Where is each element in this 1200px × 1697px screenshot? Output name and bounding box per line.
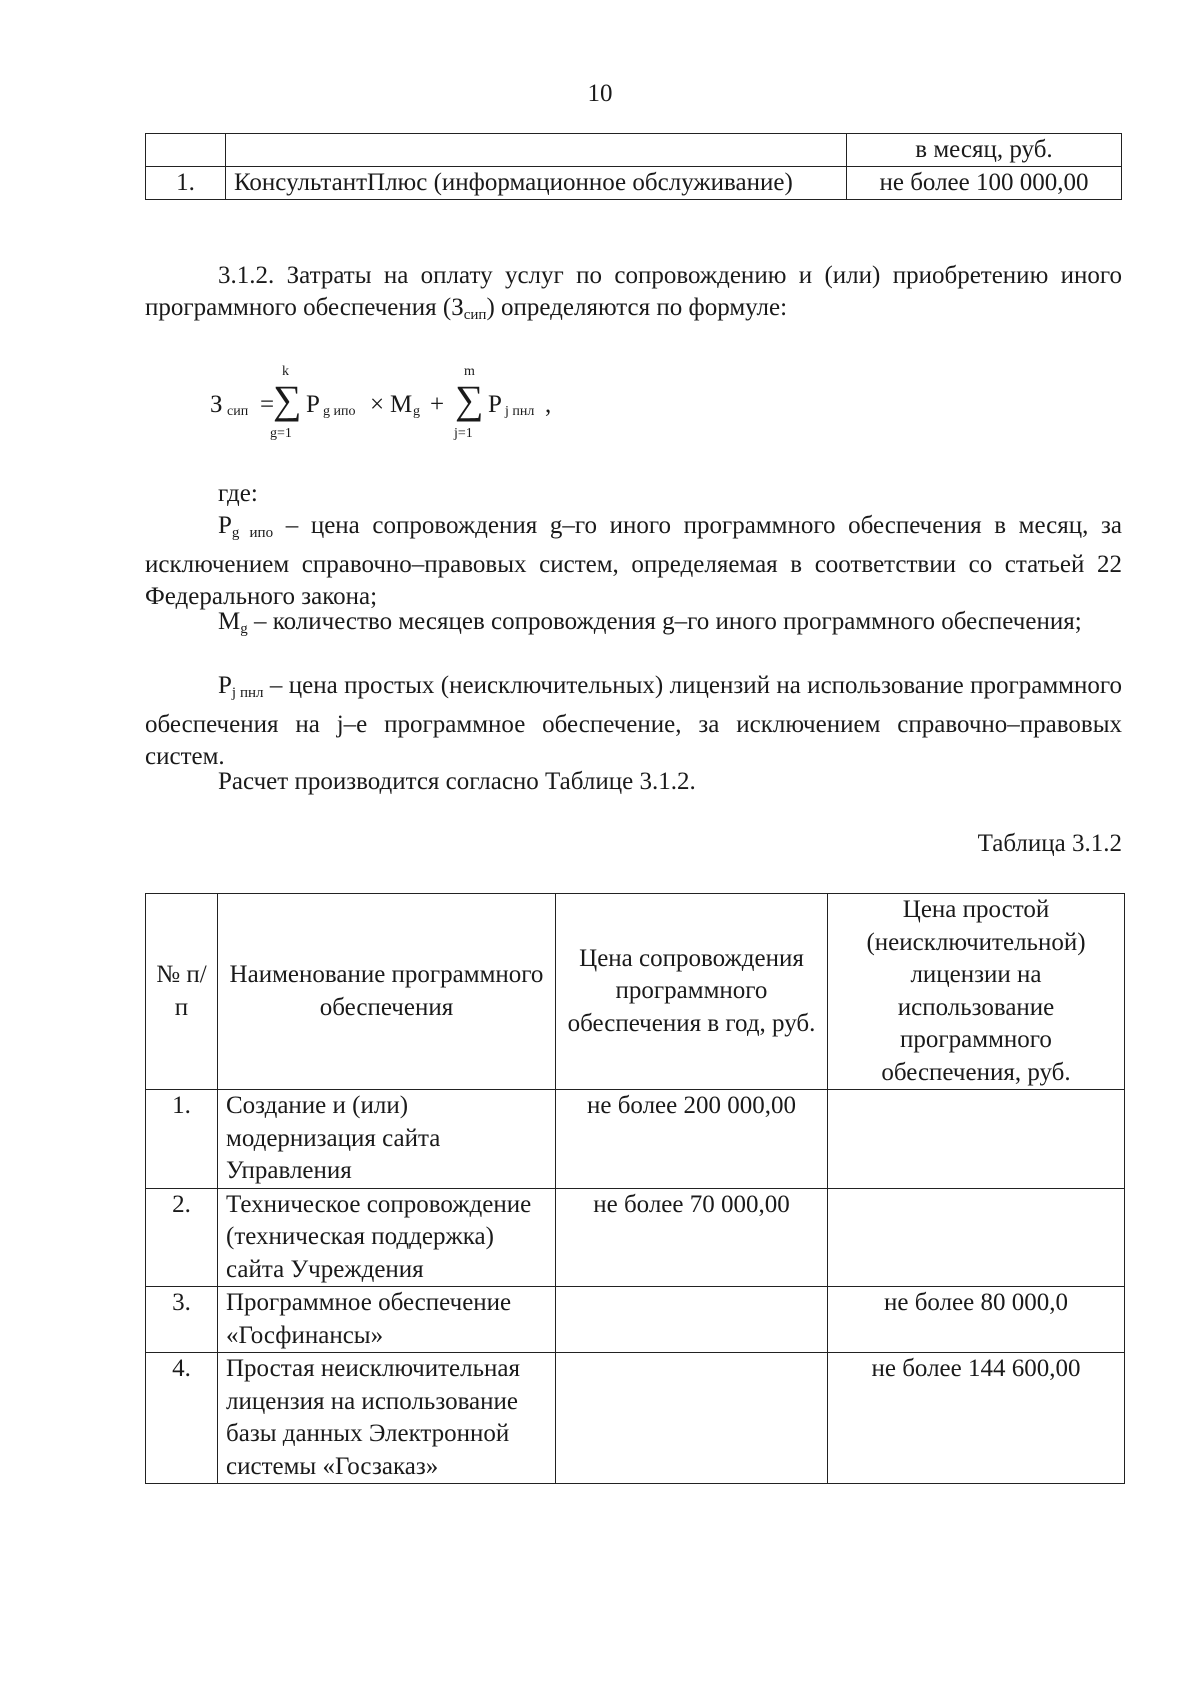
license-price: [828, 1188, 1125, 1287]
software-name: Программное обеспечение «Госфинансы»: [218, 1287, 556, 1353]
table-row: [146, 1353, 1125, 1484]
table-cell: [226, 134, 847, 167]
header-support-price: Цена сопровождения программного обеспечения в год, руб.: [556, 894, 828, 1090]
definition-p-g-ipo: $P_{g ипо}$ – цена сопровождения g–го иного программного обеспечения в месяц, за исключением справочно–правовых систем, определяемая в соответствии со статьей 22 Федерального закона;: [145, 512, 1122, 610]
section-intro: 3.1.2. Затраты на оплату услуг по сопровождению и (или) приобретению иного программного обеспечения $(З_{сип})$ определяются по формуле:: [145, 262, 1122, 323]
where-label: где:: [218, 480, 258, 507]
software-name: Создание и (или) модернизация сайта Управления: [218, 1090, 556, 1189]
header-name: Наименование программного обеспечения: [218, 894, 556, 1090]
support-price: не более 70 000,00: [556, 1188, 828, 1287]
header-number: № п/п: [146, 894, 218, 1090]
table-row: [146, 1188, 1125, 1287]
row-number: 2.: [146, 1188, 218, 1287]
support-price: [556, 1287, 828, 1353]
software-cost-table: [145, 893, 1125, 1484]
row-number: 4.: [146, 1353, 218, 1484]
license-price: не более 80 000,0: [828, 1287, 1125, 1353]
row-number: 3.: [146, 1287, 218, 1353]
table-row: [146, 1090, 1125, 1189]
table-header-row: [146, 894, 1125, 1090]
table-row: [146, 167, 1122, 200]
software-name: Техническое сопровождение (техническая поддержка) сайта Учреждения: [218, 1188, 556, 1287]
license-price: не более 144 600,00: [828, 1353, 1125, 1484]
header-continuation: в месяц, руб.: [847, 134, 1122, 167]
service-name: КонсультантПлюс (информационное обслуживание): [226, 167, 847, 200]
definition-p-j-pnl: $P_{j пнл}$ – цена простых (неисключительных) лицензий на использование программного обеспечения на j–е программное обеспечение, за исключением справочно–правовых систем.: [145, 672, 1122, 770]
table-cell: [146, 134, 226, 167]
support-price: не более 200 000,00: [556, 1090, 828, 1189]
software-name: Простая неисключительная лицензия на использование базы данных Электронной системы «Госзаказ»: [218, 1353, 556, 1484]
definition-m-g: $M_g$ – количество месяцев сопровождения g–го иного программного обеспечения;: [218, 608, 1082, 637]
header-license-price: Цена простой (неисключительной) лицензии на использование программного обеспечения, руб.: [828, 894, 1125, 1090]
license-price: [828, 1090, 1125, 1189]
table-row: [146, 1287, 1125, 1353]
page-number: 10: [587, 80, 613, 107]
cost-formula: З сип = k ∑ g=1 P g ипо × M g + m ∑ j=1 P j пнл ,: [210, 364, 552, 441]
table-row: [146, 134, 1122, 167]
row-number: 1.: [146, 1090, 218, 1189]
top-table: [145, 133, 1122, 200]
row-number: 1.: [146, 167, 226, 200]
calc-note: Расчет производится согласно Таблице 3.1.2.: [218, 768, 696, 795]
table-label: Таблица 3.1.2: [977, 830, 1122, 857]
support-price: [556, 1353, 828, 1484]
service-price: не более 100 000,00: [847, 167, 1122, 200]
